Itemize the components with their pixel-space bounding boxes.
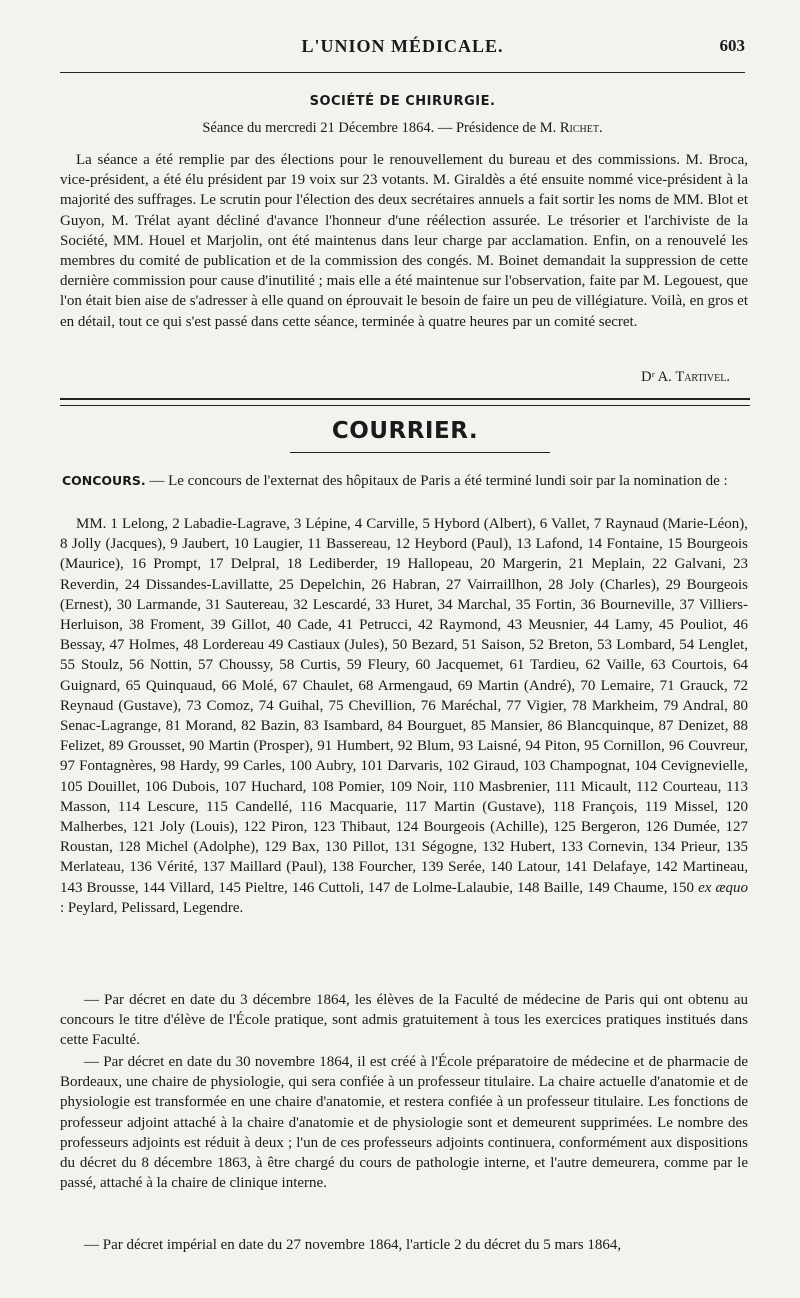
section-title-societe: SOCIÉTÉ DE CHIRURGIE. (309, 94, 496, 109)
nominees-names: MM. 1 Lelong, 2 Labadie-Lagrave, 3 Lépine, 4 Carville, 5 Hybord (Albert), 6 Vallet, 7 Raynaud (Marie-Léon), 8 Jolly (Jacques), 9 Jaubert, 10 Laugier, 11 Bassereau, 12 Heybord (Paul), 13 Lafond, 14 Fontaine, 15 Bourgeois (Maurice), 16 Prompt, 17 Delpral, 18 Lediberder, 19 Hallopeau, 20 Margerin, 21 Meplain, 22 Galvani, 23 Reverdin, 24 Dissandes-Lavillatte, 25 Depelchin, 26 Habran, 27 Vairraillhon, 28 Joly (Charles), 29 Bourgeois (Ernest), 30 Larmande, 31 Sautereau, 32 Lescardé, 33 Huret, 34 Marchal, 35 Fortin, 36 Bourneville, 37 Villiers-Herluison, 38 Froment, 39 Gillot, 40 Cade, 41 Petrucci, 42 Raymond, 43 Meusnier, 44 Lamy, 45 Pouliot, 46 Bessay, 47 Holmes, 48 Lordereau 49 Castiaux (Jules), 50 Bezard, 51 Saison, 52 Breton, 53 Lombard, 54 Lenglet, 55 Stoulz, 56 Nottin, 57 Choussy, 58 Curtis, 59 Fleury, 60 Jacquemet, 61 Tardieu, 62 Vaille, 63 Courtois, 64 Guignard, 65 Quinquaud, 66 Molé, 67 Chaulet, 68 Armengaud, 69 Martin (André), 70 Lemaire, 71 Grauck, 72 Reynaud (Gustave), 73 Comoz, 74 Guihal, 75 Chevillion, 76 Maréchal, 77 Vigier, 78 Markheim, 79 Andral, 80 Senac-Lagrange, 81 Morand, 82 Bazin, 83 Isambard, 84 Bourguet, 85 Mansier, 86 Blancquinque, 87 Denizet, 88 Felizet, 89 Grousset, 90 Martin (Prosper), 91 Humbert, 92 Blum, 93 Laisné, 94 Piton, 95 Cornillon, 96 Couvreur, 97 Fontagnères, 98 Hardy, 99 Carles, 100 Aubry, 101 Darvaris, 102 Giraud, 103 Champognat, 104 Cevignevielle, 105 Douillet, 106 Dubois, 107 Huchard, 108 Pomier, 109 Noir, 110 Masbrenier, 111 Micault, 112 Courteau, 113 Masson, 114 Lescure, 115 Candellé, 116 Macquarie, 117 Martin (Gustave), 118 François, 119 Missel, 120 Malherbes, 121 Joly (Louis), 122 Piron, 123 Thibaut, 124 Bourgeois (Achille), 125 Bergeron, 126 Dumée, 127 Roustan, 128 Michel (Adolphe), 129 Bax, 130 Pillot, 131 Ségogne, 132 Hubert, 133 Cornevin, 134 Prieur, 135 Merlateau, 136 Vérité, 137 Maillard (Paul), 138 Fourcher, 139 Serée, 140 Latour, 141 Delafaye, 142 Martineau, 143 Brousse, 144 Villard, 145 Pieltre, 146 Cuttoli, 147 de Lolme-Lalaubie, 148 Baille, 149 Chaume, 150 (60, 516, 748, 896)
nominees-list (60, 514, 748, 918)
courrier-underline (290, 452, 550, 453)
nominees-tail: : Peylard, Pelissard, Legendre. (60, 899, 244, 916)
decree-paragraph-1: — Par décret en date du 3 décembre 1864, les élèves de la Faculté de médecine de Paris qui ont obtenu au concours le titre d'élève de l'École pratique, sont admis gratuitement à tous les exercices pratiques institués dans cette Faculté. (60, 992, 748, 1049)
session-suffix: . (599, 120, 603, 136)
signature-prefix: Dʳ A. (641, 369, 676, 385)
session-prefix: Séance du mercredi 21 Décembre 1864. — Présidence de M. (202, 120, 560, 136)
header-rule (60, 72, 745, 73)
decree-paragraph-3: — Par décret impérial en date du 27 novembre 1864, l'article 2 du décret du 5 mars 1864, (84, 1237, 622, 1253)
section-title-courrier: COURRIER. (331, 418, 479, 444)
section-divider (60, 398, 750, 406)
signature-name: Tartivel (675, 369, 727, 385)
session-line (60, 120, 745, 137)
signature-suffix: . (726, 369, 730, 385)
journal-title: L'UNION MÉDICALE. (301, 36, 504, 56)
concours-text: — Le concours de l'externat des hôpitaux de Paris a été terminé lundi soir par la nomination de : (145, 473, 728, 489)
concours-label: CONCOURS. (62, 473, 146, 488)
running-head (60, 36, 745, 66)
page-number: 603 (719, 36, 745, 55)
concours-paragraph (60, 471, 748, 491)
ex-aequo: ex æquo (698, 879, 748, 896)
signature (641, 369, 730, 386)
decree-paragraph-2: — Par décret en date du 30 novembre 1864, il est créé à l'École préparatoire de médecine et de pharmacie de Bordeaux, une chaire de physiologie, qui sera confiée à un professeur titulaire. La chaire actuelle d'anatomie et de physiologie est transformée en une chaire d'anatomie, et restera confiée à un professeur titulaire. Les fonctions de professeur adjoint attaché à la chaire d'anatomie et de physiologie sont et demeurent supprimées. Le nombre des professeurs adjoints est réduit à deux ; l'un de ces professeurs adjoints continuera, conformément aux dispositions du décret du 8 décembre 1863, à être chargé du cours de pathologie interne, et l'autre demeurera, comme par le passé, attaché à la chaire de clinique interne. (60, 1054, 748, 1192)
president-name: Richet (559, 120, 600, 136)
session-report: La séance a été remplie par des élections pour le renouvellement du bureau et des commissions. M. Broca, vice-président, a été élu président par 19 voix sur 23 votants. M. Giraldès a été ensuite nommé vice-président à la majorité des suffrages. Le scrutin pour l'élection des deux secrétaires annuels a fait sortir les noms de MM. Blot et Guyon, M. Trélat ayant décliné d'avance l'honneur d'une réélection assurée. Le trésorier et l'archiviste de la Société, MM. Houel et Marjolin, ont été maintenus dans leur charge par acclamation. Enfin, on a renouvelé les membres du comité de publication et de la commission des congés. M. Boinet demandait la suppression de cette dernière commission pour cause d'inutilité ; mais elle a été maintenue sur l'observation, faite par M. Legouest, que l'on était bien aise de s'adresser à elle quand on éprouvait le besoin de faire un peu de villégiature. Voilà, en gros et en détail, tout ce qui s'est passé dans cette séance, terminée à quatre heures par un comité secret. (60, 152, 748, 330)
